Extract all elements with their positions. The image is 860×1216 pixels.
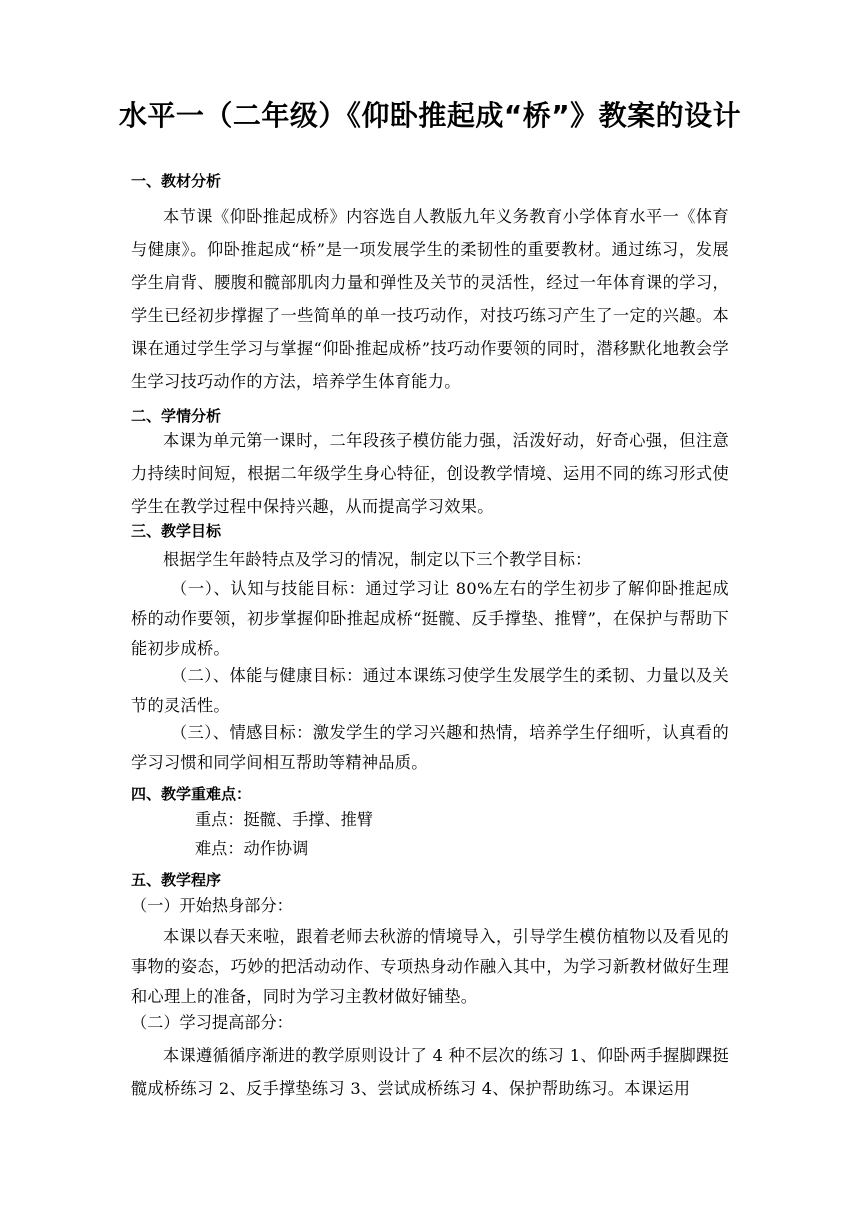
procedure-part2-text: 本课遵循循序渐进的教学原则设计了 4 种不层次的练习 1、仰卧两手握脚踝挺髋成桥练习 2、反手撑垫练习 3、尝试成桥练习 4、保护帮助练习。本课运用 [131, 1046, 729, 1098]
goal-item-cognitive: （一）、认知与技能目标：通过学习让 80%左右的学生初步了解仰卧推起成桥的动作要领，初步掌握仰卧推起成桥“挺髋、反手撑垫、推臂”，在保护与帮助下能初步成桥。 [131, 579, 729, 658]
section-heading-learners: 二、学情分析 [131, 407, 222, 425]
goal-item-fitness: （二）、体能与健康目标：通过本课练习使学生发展学生的柔韧、力量以及关节的灵活性。 [131, 666, 729, 715]
goal-item-affective: （三）、情感目标：激发学生的学习兴趣和热情，培养学生仔细听，认真看的学习习惯和同学间相互帮助等精神品质。 [131, 723, 729, 772]
goals-intro: 根据学生年龄特点及学习的情况，制定以下三个教学目标： [163, 550, 592, 569]
key-point: 重点：挺髋、手撑、推臂 [195, 810, 374, 829]
section-heading-goals: 三、教学目标 [131, 522, 222, 540]
procedure-part1-title: （一）开始热身部分： [131, 896, 293, 915]
document-title: 水平一（二年级）《仰卧推起成“桥”》教案的设计 [118, 99, 742, 132]
difficulty-point: 难点：动作协调 [195, 839, 309, 858]
section-heading-procedure: 五、教学程序 [131, 871, 222, 889]
section-heading-key-points: 四、教学重难点： [131, 785, 252, 803]
section-paragraph-learners: 本课为单元第一课时，二年段孩子模仿能力强，活泼好动，好奇心强，但注意力持续时间短，根据二年级学生身心特征，创设教学情境、运用不同的练习形式使学生在教学过程中保持兴趣，从而提高学习效果。 [131, 431, 729, 516]
procedure-part1-text: 本课以春天来啦，跟着老师去秋游的情境导入，引导学生模仿植物以及看见的事物的姿态，巧妙的把活动动作、专项热身动作融入其中，为学习新教材做好生理和心理上的准备，同时为学习主教材做好铺垫。 [131, 927, 729, 1006]
procedure-part2-title: （二）学习提高部分： [131, 1013, 293, 1032]
section-heading-materials: 一、教材分析 [131, 172, 222, 190]
section-paragraph-materials: 本节课《仰卧推起成桥》内容选自人教版九年义务教育小学体育水平一《体育与健康》。仰卧推起成“桥”是一项发展学生的柔韧性的重要教材。通过练习，发展学生肩背、腰腹和髋部肌肉力量和弹性及关节的灵活性，经过一年体育课的学习，学生已经初步撑握了一些简单的单一技巧动作，对技巧练习产生了一定的兴趣。本课在通过学生学习与掌握“仰卧推起成桥”技巧动作要领的同时，潜移默化地教会学生学习技巧动作的方法，培养学生体育能力。 [131, 207, 729, 391]
